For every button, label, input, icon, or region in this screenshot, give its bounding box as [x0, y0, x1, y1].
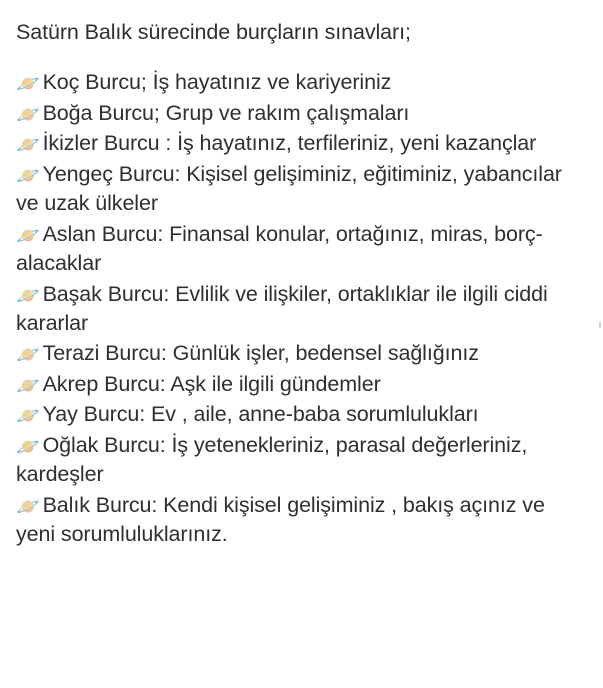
list-item-label: Aslan Burcu: Finansal konular, ortağınız, miras, borç-alacaklar [16, 221, 543, 276]
list-item-label: Başak Burcu: Evlilik ve ilişkiler, ortaklıklar ile ilgili ciddi kararlar [16, 281, 548, 335]
list-item [16, 68, 589, 97]
saturn-planet-icon: 🪐 [16, 104, 40, 126]
saturn-planet-icon: 🪐 [16, 74, 40, 96]
list-item-label: Balık Burcu: Kendi kişisel gelişiminiz , bakış açınız ve yeni sorumluluklarınız. [16, 492, 545, 547]
saturn-planet-icon: 🪐 [16, 496, 40, 518]
saturn-planet-icon: 🪐 [16, 165, 40, 187]
list-item [16, 431, 589, 490]
saturn-planet-icon: 🪐 [16, 285, 40, 307]
zodiac-list [16, 68, 589, 549]
list-item [16, 280, 589, 339]
list-item-label: Yengeç Burcu: Kişisel gelişiminiz, eğitiminiz, yabancılar ve uzak ülkeler [16, 161, 562, 216]
saturn-planet-icon: 🪐 [16, 135, 40, 157]
list-item [16, 339, 589, 368]
list-item [16, 400, 589, 429]
saturn-planet-icon: 🪐 [16, 375, 40, 397]
list-item [16, 220, 589, 279]
list-item [16, 370, 589, 399]
saturn-planet-icon: 🪐 [16, 436, 40, 458]
page-speck [599, 322, 601, 328]
list-item-label: İkizler Burcu : İş hayatınız, terfileriniz, yeni kazançlar [42, 131, 537, 156]
saturn-planet-icon: 🪐 [16, 345, 40, 367]
saturn-planet-icon: 🪐 [16, 406, 40, 428]
list-item-label: Boğa Burcu; Grup ve rakım çalışmaları [42, 100, 410, 125]
list-item [16, 99, 589, 128]
list-item [16, 160, 589, 219]
list-item-label: Koç Burcu; İş hayatınız ve kariyeriniz [42, 70, 392, 95]
list-item-label: Yay Burcu: Ev , aile, anne-baba sorumlulukları [42, 402, 479, 427]
list-item-label: Terazi Burcu: Günlük işler, bedensel sağlığınız [42, 341, 479, 366]
list-item-label: Akrep Burcu: Aşk ile ilgili gündemler [42, 371, 381, 396]
list-item [16, 491, 589, 550]
page-title: Satürn Balık sürecinde burçların sınavları; [16, 20, 411, 44]
list-item-label: Oğlak Burcu: İş yetenekleriniz, parasal değerleriniz, kardeşler [16, 432, 528, 487]
saturn-planet-icon: 🪐 [16, 225, 40, 247]
list-item [16, 129, 589, 158]
